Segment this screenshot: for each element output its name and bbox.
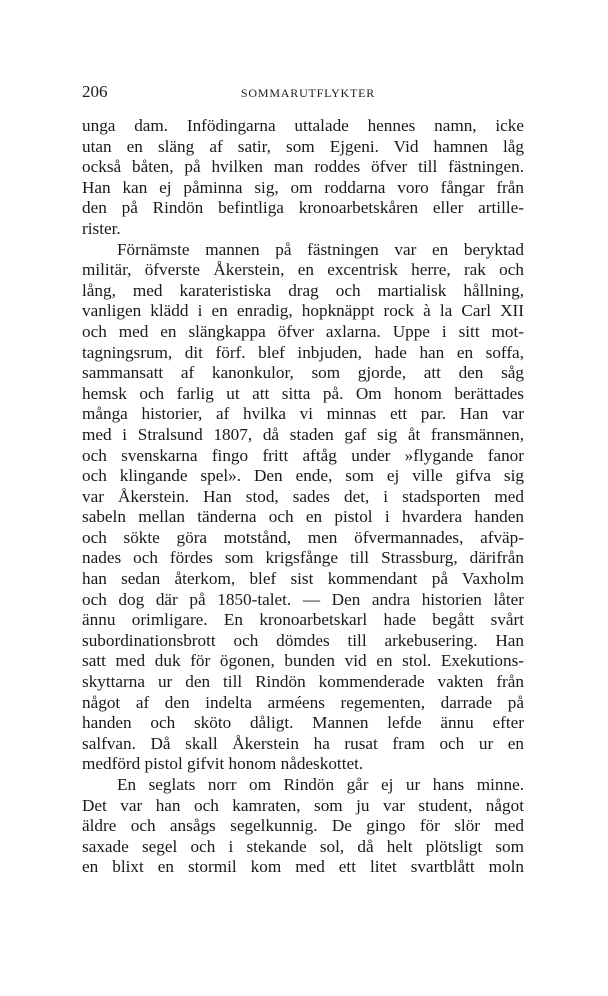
text-line: militär, öfverste Åkerstein, en excentrisk herre, rak och xyxy=(82,260,524,280)
text-line: med i Stralsund 1807, då staden gaf sig åt fransmännen, xyxy=(82,424,524,444)
text-line: sabeln mellan tänderna och en pistol i hvardera handen xyxy=(82,507,524,527)
text-line: rister. xyxy=(82,218,121,238)
text-line: Han kan ej påminna sig, om roddarna voro fångar från xyxy=(82,177,524,197)
text-line: nades och fördes som krigsfånge till Strassburg, därifrån xyxy=(82,548,524,568)
text-line: den på Rindön befintliga kronoarbetskåren eller artille- xyxy=(82,198,524,218)
text-line: En seglats norr om Rindön går ej ur hans minne. xyxy=(117,775,524,794)
text-line: Det var han och kamraten, som ju var student, något xyxy=(82,795,524,815)
text-line: hemsk och farlig ut att sitta på. Om honom berättades xyxy=(82,383,524,403)
text-line: skyttarna ur den till Rindön kommenderade vakten från xyxy=(82,672,524,692)
text-line: utan en släng af satir, som Ejgeni. Vid hamnen låg xyxy=(82,136,524,156)
text-line: tagningsrum, dit förf. blef inbjuden, hade han en soffa, xyxy=(82,342,524,362)
running-head: SOMMARUTFLYKTER xyxy=(240,86,376,100)
text-line: ännu orimligare. En kronoarbetskarl hade begått svårt xyxy=(82,610,524,630)
paragraph xyxy=(82,240,524,775)
text-line: något af den indelta arméens regementen, darrade på xyxy=(82,692,524,712)
text-line: och klingande spel». Den ende, som ej ville gifva sig xyxy=(82,466,524,486)
text-line: Förnämste mannen på fästningen var en beryktad xyxy=(117,239,524,259)
text-line: och sökte göra motstånd, men öfvermannades, afväp- xyxy=(82,527,524,547)
text-line: salfvan. Då skall Åkerstein ha rusat fram och ur en xyxy=(82,733,524,753)
paragraph xyxy=(82,775,524,878)
paragraph xyxy=(82,116,524,240)
text-line: också båten, på hvilken man roddes öfver till fästningen. xyxy=(82,157,524,177)
text-line: sammansatt af kanonkulor, som gjorde, att den såg xyxy=(82,363,524,383)
text-line: saxade segel och i stekande sol, då helt plötsligt som xyxy=(82,836,524,856)
text-line: vanligen klädd i en enradig, hopknäppt rock à la Carl XII xyxy=(82,301,524,321)
text-line: unga dam. Infödingarna uttalade hennes namn, icke xyxy=(82,116,524,135)
text-line: han sedan återkom, blef sist kommendant på Vaxholm xyxy=(82,569,524,589)
body-text xyxy=(82,116,524,878)
text-line: var Åkerstein. Han stod, sades det, i stadsporten med xyxy=(82,486,524,506)
text-line: subordinationsbrott och dömdes till arkebusering. Han xyxy=(82,630,524,650)
text-line: äldre och ansågs segelkunnig. De gingo för slör med xyxy=(82,816,524,836)
text-line: en blixt en stormil kom med ett litet svartblått moln xyxy=(82,857,524,877)
text-line: satt med duk för ögonen, bunden vid en stol. Exekutions- xyxy=(82,651,524,671)
text-line: medförd pistol gifvit honom nådeskottet. xyxy=(82,754,364,774)
text-line: många historier, af hvilka vi minnas ett par. Han var xyxy=(82,404,524,424)
text-line: lång, med karateristiska drag och martialisk hållning, xyxy=(82,280,524,300)
text-line: och med en slängkappa öfver axlarna. Uppe i sitt mot- xyxy=(82,321,524,341)
text-line: och svenskarna fingo fritt aftåg under »flygande fanor xyxy=(82,445,524,465)
page-number: 206 xyxy=(82,82,108,101)
text-line: och dog där på 1850-talet. — Den andra historien låter xyxy=(82,589,524,609)
text-line: handen och sköto dåligt. Mannen lefde ännu efter xyxy=(82,713,524,733)
